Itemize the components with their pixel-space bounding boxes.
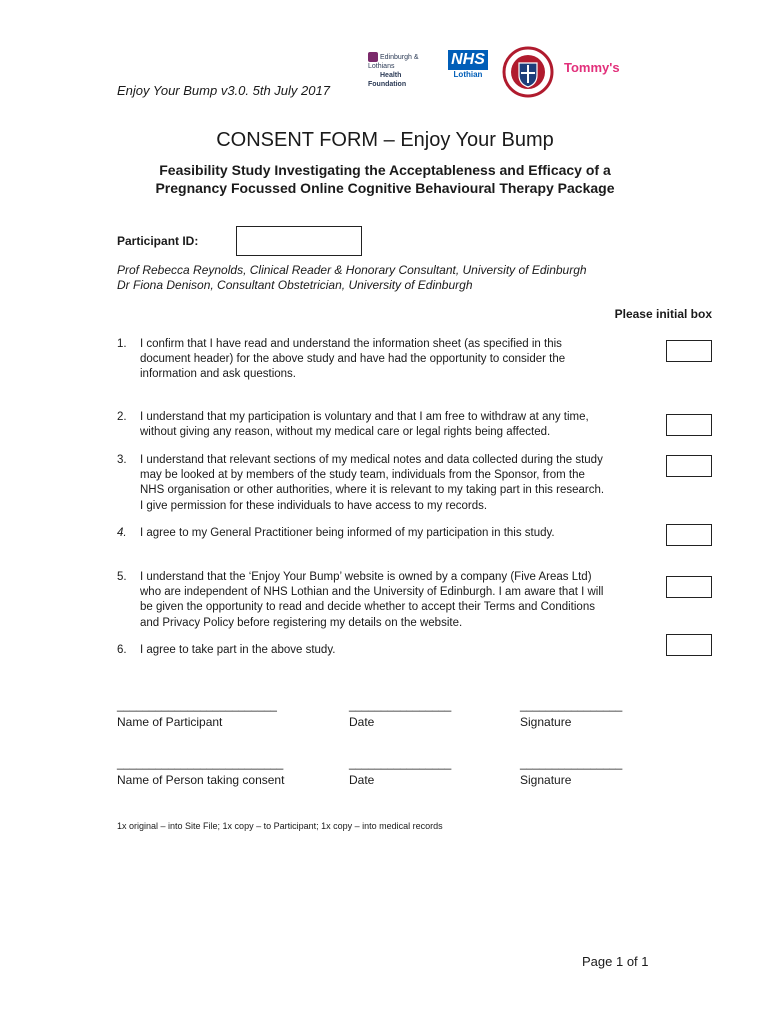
university-crest-icon bbox=[502, 46, 554, 98]
item-text-line: information and ask questions. bbox=[140, 368, 296, 381]
consent-taker-name-line[interactable]: __________________________ bbox=[117, 758, 284, 770]
item-text-line: without giving any reason, without my medical care or legal rights being affected. bbox=[140, 426, 551, 439]
consent-item-2 bbox=[117, 410, 657, 440]
edinburgh-lothians-health-foundation-logo bbox=[368, 52, 440, 88]
form-title: CONSENT FORM – Enjoy Your Bump bbox=[216, 129, 554, 151]
investigators bbox=[117, 263, 587, 293]
consent-taker-signature-label: Signature bbox=[520, 773, 572, 787]
initial-box-2[interactable] bbox=[666, 414, 712, 436]
participant-date-line[interactable]: ________________ bbox=[349, 700, 452, 712]
item-text-line: I give permission for these individuals to have access to my records. bbox=[140, 499, 488, 512]
item-number: 2. bbox=[117, 411, 127, 423]
consent-item-6 bbox=[117, 643, 657, 658]
investigator-1: Prof Rebecca Reynolds, Clinical Reader & Honorary Consultant, University of Edinburgh bbox=[117, 263, 587, 277]
nhs-lothian-logo bbox=[448, 50, 492, 90]
consent-taker-name-label: Name of Person taking consent bbox=[117, 773, 285, 787]
initial-box-3[interactable] bbox=[666, 455, 712, 477]
item-text-line: who are independent of NHS Lothian and the University of Edinburgh. I am aware that I will bbox=[140, 586, 604, 599]
item-number: 5. bbox=[117, 571, 127, 583]
participant-id-label: Participant ID: bbox=[117, 234, 199, 248]
participant-name-label: Name of Participant bbox=[117, 715, 223, 729]
item-text-line: I understand that relevant sections of my medical notes and data collected during the study bbox=[140, 454, 603, 466]
item-text-line: may be looked at by members of the study team, individuals from the Sponsor, from the bbox=[140, 469, 585, 482]
item-text-line: I agree to my General Practitioner being informed of my participation in this study. bbox=[140, 527, 555, 539]
page-number: Page 1 of 1 bbox=[582, 954, 649, 969]
participant-id-field[interactable] bbox=[236, 226, 362, 256]
subtitle-line-1: Feasibility Study Investigating the Acceptableness and Efficacy of a bbox=[159, 162, 611, 178]
item-text-line: I confirm that I have read and understand the information sheet (as specified in this bbox=[140, 338, 562, 350]
logo-text-line2: Health Foundation bbox=[368, 72, 407, 88]
initial-box-6[interactable] bbox=[666, 634, 712, 656]
consent-taker-date-line[interactable]: ________________ bbox=[349, 758, 452, 770]
participant-name-line[interactable]: _________________________ bbox=[117, 700, 277, 712]
initial-box-1[interactable] bbox=[666, 340, 712, 362]
consent-item-3 bbox=[117, 453, 657, 514]
initial-box-4[interactable] bbox=[666, 524, 712, 546]
initial-box-header: Please initial box bbox=[614, 307, 712, 321]
item-text-line: I understand that my participation is voluntary and that I am free to withdraw at any time, bbox=[140, 411, 589, 423]
logo-strip bbox=[368, 46, 630, 98]
study-subtitle bbox=[0, 161, 770, 197]
subtitle-line-2: Pregnancy Focussed Online Cognitive Behavioural Therapy Package bbox=[155, 180, 615, 196]
tommys-logo: Tommy's bbox=[564, 60, 620, 75]
item-number: 1. bbox=[117, 338, 127, 350]
consent-taker-date-label: Date bbox=[349, 773, 375, 787]
consent-taker-signature-line[interactable]: ________________ bbox=[520, 758, 623, 770]
participant-date-label: Date bbox=[349, 715, 375, 729]
foundation-mark-icon bbox=[368, 52, 378, 62]
investigator-2: Dr Fiona Denison, Consultant Obstetrician, University of Edinburgh bbox=[117, 278, 473, 292]
nhs-mark: NHS bbox=[448, 50, 488, 70]
item-text-line: I agree to take part in the above study. bbox=[140, 644, 336, 656]
item-text-line: NHS organisation or other authorities, where it is relevant to my taking part in this research. bbox=[140, 484, 605, 497]
item-text-line: and Privacy Policy before registering my details on the website. bbox=[140, 616, 463, 629]
item-text-line: I understand that the ‘Enjoy Your Bump’ website is owned by a company (Five Areas Ltd) bbox=[140, 571, 592, 583]
consent-item-1 bbox=[117, 337, 657, 383]
consent-item-5 bbox=[117, 570, 657, 631]
logo-text-line1: Edinburgh & Lothians bbox=[368, 53, 419, 70]
consent-item-4 bbox=[117, 526, 657, 541]
participant-signature-line[interactable]: ________________ bbox=[520, 700, 623, 712]
item-number: 3. bbox=[117, 454, 127, 466]
document-version: Enjoy Your Bump v3.0. 5th July 2017 bbox=[117, 83, 330, 98]
copies-footnote: 1x original – into Site File; 1x copy – to Participant; 1x copy – into medical records bbox=[117, 821, 443, 831]
item-number: 6. bbox=[117, 644, 127, 656]
nhs-sub: Lothian bbox=[453, 70, 483, 79]
participant-signature-label: Signature bbox=[520, 715, 572, 729]
initial-box-5[interactable] bbox=[666, 576, 712, 598]
item-number: 4. bbox=[117, 527, 127, 539]
item-text-line: be given the opportunity to read and decide whether to accept their Terms and Conditions bbox=[140, 601, 595, 614]
item-text-line: document header) for the above study and have had the opportunity to consider the bbox=[140, 353, 566, 366]
